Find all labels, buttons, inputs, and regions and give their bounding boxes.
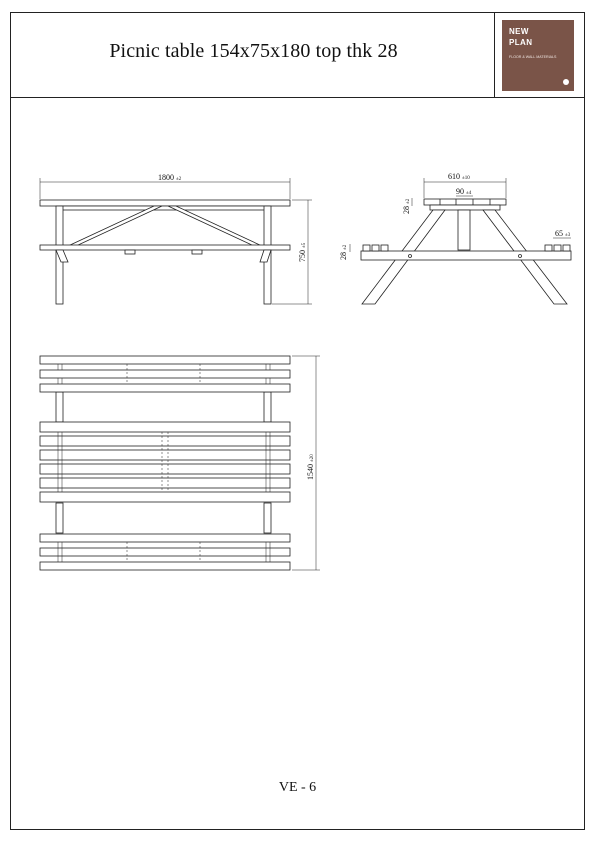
side-elevation: [361, 199, 571, 304]
side-bolt-right: [519, 255, 522, 258]
front-block-right: [192, 250, 202, 254]
height-label: 750±5: [298, 242, 307, 262]
logo-word-new: NEW: [509, 27, 529, 36]
plan-leg-bl: [56, 503, 63, 533]
logo-subtitle: FLOOR & WALL MATERIALS: [509, 55, 557, 59]
seat-plank-r3: [563, 245, 570, 251]
front-brace-right: [168, 206, 262, 246]
seat-plank-l1: [363, 245, 370, 251]
seat-plank-r1: [545, 245, 552, 251]
front-brace-left: [68, 206, 162, 246]
length-label: 1800 ±2: [158, 173, 182, 182]
plan-leg-br: [264, 503, 271, 533]
side-bolt-left: [409, 255, 412, 258]
plan-top-4: [40, 464, 290, 474]
plan-seat-4: [40, 534, 290, 542]
side-seat-beam: [361, 251, 571, 260]
depth-label: 1540±20: [306, 454, 315, 480]
plan-seat-5: [40, 548, 290, 556]
plan-leg-tr: [264, 392, 271, 422]
front-block-left: [125, 250, 135, 254]
front-tabletop: [40, 200, 290, 206]
plan-top-1: [40, 422, 290, 432]
width-label: 610 ±10: [448, 172, 470, 181]
gap-label: 90 ±4: [456, 187, 472, 196]
side-top-cleat: [430, 205, 500, 210]
plan-top-3: [40, 450, 290, 460]
plan-view: [40, 356, 290, 570]
plan-top-6: [40, 492, 290, 502]
front-elevation: [40, 200, 290, 304]
top-thk-label: 28±2: [402, 198, 411, 214]
plan-seat-6: [40, 562, 290, 570]
logo-word-plan: PLAN: [509, 38, 533, 47]
front-seat-rail: [40, 245, 290, 250]
plan-seat-3: [40, 384, 290, 392]
seat-thk-label: 28±2: [339, 244, 348, 260]
seat-plank-l3: [381, 245, 388, 251]
front-top-rail: [60, 206, 270, 210]
page-title: Picnic table 154x75x180 top thk 28: [109, 40, 398, 62]
plan-leg-tl: [56, 392, 63, 422]
seat-plank-r2: [554, 245, 561, 251]
side-tabletop: [424, 199, 506, 205]
plan-hidden-lines: [58, 364, 270, 562]
plan-seat-1: [40, 356, 290, 364]
seat-w-label: 65 ±3: [555, 229, 571, 238]
plan-top-2: [40, 436, 290, 446]
page-number: VE - 6: [278, 780, 317, 795]
plan-dimensions: [292, 356, 320, 570]
plan-top-5: [40, 478, 290, 488]
seat-plank-l2: [372, 245, 379, 251]
plan-seat-2: [40, 370, 290, 378]
side-center-post: [458, 210, 470, 250]
